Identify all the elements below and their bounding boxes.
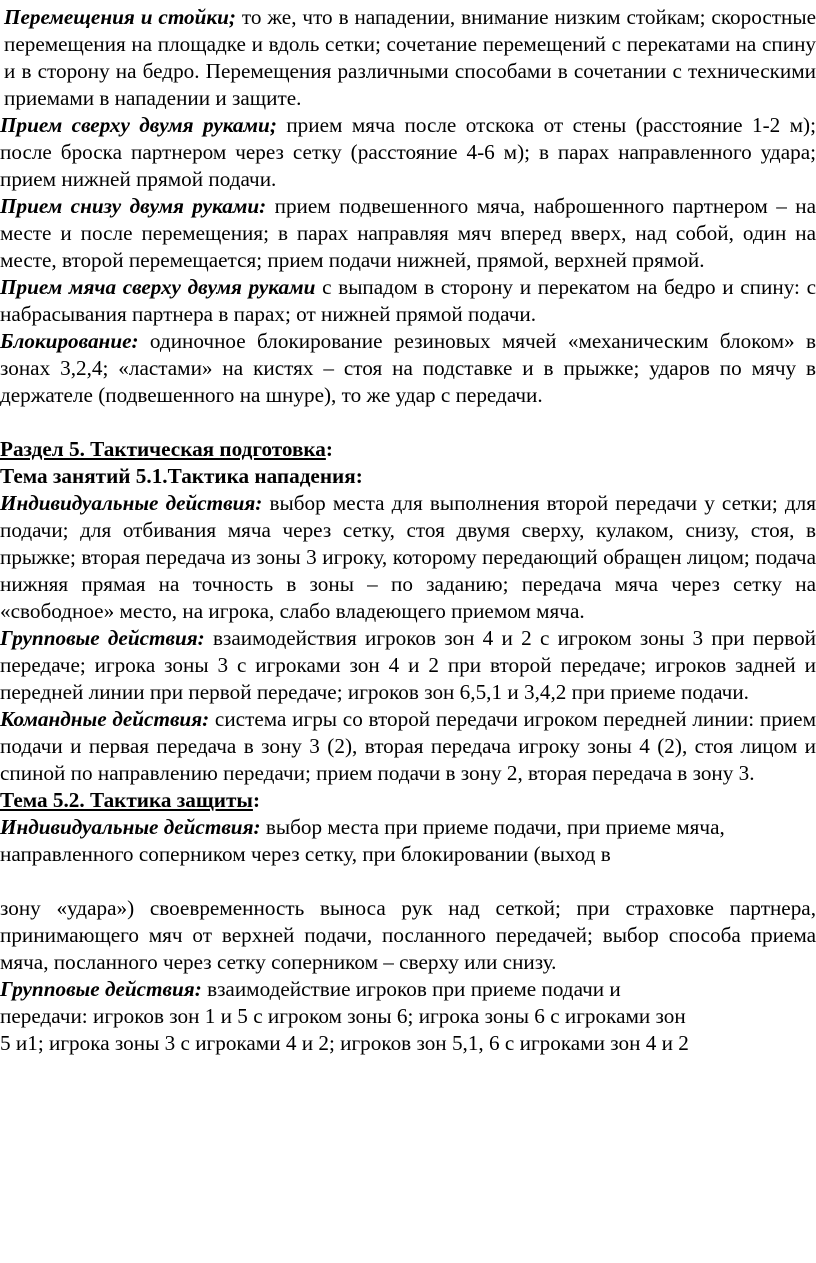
paragraph-lead: Групповые действия:	[0, 626, 205, 650]
paragraph-overhead-pass	[0, 112, 816, 193]
paragraph-defense-group-line2: передачи: игроков зон 1 и 5 с игроком зоны 6; игрока зоны 6 с игроками зон	[0, 1004, 686, 1028]
paragraph-defense-group-line3: 5 и1; игрока зоны 3 с игроками 4 и 2; игроков зон 5,1, 6 с игроками зон 4 и 2	[0, 1031, 689, 1055]
paragraph-lead: Прием мяча сверху двумя руками	[0, 275, 316, 299]
paragraph-text: выбор места для выполнения второй передачи у сетки; для подачи; для отбивания мяча через сетку, стоя двумя сверху, кулаком, снизу, стоя, в прыжке; вторая передача из зоны 3 игроку, которому передающий обращен лицом; подача нижняя прямая на точность в зоны – по заданию; передача мяча через сетку на «свободное» место, на игрока, слабо владеющего приемом мяча.	[0, 491, 816, 623]
paragraph-text: взаимодействие игроков при приеме подачи и	[201, 977, 621, 1001]
paragraph-lead: Командные действия:	[0, 707, 210, 731]
paragraph-attack-individual	[0, 490, 816, 625]
blank-line	[0, 409, 816, 436]
paragraph-blocking	[0, 328, 816, 409]
paragraph-defense-group-line1	[0, 976, 816, 1003]
topic-title-suffix: :	[252, 788, 260, 812]
section-heading	[0, 436, 816, 463]
page-break-gap	[0, 868, 816, 895]
paragraph-text: прием мяча после отскока от стены (расстояние 1-2 м); после броска партнером через сетку (расстояние 4-6 м); в парах направленного удара; прием нижней прямой подачи.	[0, 113, 816, 191]
paragraph-lead: Прием снизу двумя руками:	[0, 194, 267, 218]
paragraph-attack-group	[0, 625, 816, 706]
paragraph-text: выбор места при приеме подачи, при приеме мяча, направленного соперником через сетку, при блокировании (выход в	[0, 815, 725, 866]
section-title-suffix: :	[325, 437, 333, 461]
paragraph-text: с выпадом в сторону и перекатом на бедро и спину: с набрасывания партнера в парах; от нижней прямой подачи.	[0, 275, 816, 326]
paragraph-text: то же, что в нападении, внимание низким стойкам; скоростные перемещения на площадке и вдоль сетки; сочетание перемещений с перекатами на спину и в сторону на бедро. Перемещения различными способами в сочетании с техническими приемами в нападении и защите.	[4, 5, 816, 110]
paragraph-text: система игры со второй передачи игроком передней линии: прием подачи и первая передача в зону 3 (2), вторая передача игроку зоны 4 (2), стоя лицом и спиной по направлению передачи; прием подачи в зону 2, вторая передача в зону 3.	[0, 707, 816, 785]
paragraph-lead: Групповые действия:	[0, 977, 202, 1001]
topic-heading: Тема занятий 5.1.Тактика нападения:	[0, 464, 363, 488]
paragraph-movements	[0, 4, 816, 112]
paragraph-lead: Прием сверху двумя руками;	[0, 113, 277, 137]
section-title: Раздел 5. Тактическая подготовка	[0, 437, 326, 461]
paragraph-text: прием подвешенного мяча, наброшенного партнером – на месте и после перемещения; в парах направляя мяч вперед вверх, над собой, один на месте, второй перемещается; прием подачи нижней, прямой, верхней прямой.	[0, 194, 816, 272]
paragraph-lead: Перемещения и стойки;	[4, 5, 236, 29]
paragraph-lead: Блокирование:	[0, 329, 139, 353]
paragraph-overhead-roll	[0, 274, 816, 328]
document-page	[0, 4, 816, 1057]
paragraph-text: взаимодействия игроков зон 4 и 2 с игроком зоны 3 при первой передаче; игрока зоны 3 с игроками зон 4 и 2 при второй передаче; игроков задней и передней линии при первой передаче; игроков зон 6,5,1 и 3,4,2 при приеме подачи.	[0, 626, 816, 704]
topic-title: Тема 5.2. Тактика защиты	[0, 788, 253, 812]
paragraph-defense-individual-part2: зону «удара») своевременность выноса рук над сеткой; при страховке партнера, принимающего мяч от верхней подачи, посланного передачей; выбор способа приема мяча, посланного через сетку соперником – сверху или снизу.	[0, 896, 816, 974]
paragraph-text: одиночное блокирование резиновых мячей «механическим блоком» в зонах 3,2,4; «ластами» на кистях – стоя на подставке и в прыжке; ударов по мячу в держателе (подвешенного на шнуре), то же удар с передачи.	[0, 329, 816, 407]
paragraph-defense-individual-part1	[0, 814, 816, 868]
paragraph-attack-team	[0, 706, 816, 787]
paragraph-lead: Индивидуальные действия:	[0, 815, 261, 839]
topic-heading-defense	[0, 787, 816, 814]
paragraph-lead: Индивидуальные действия:	[0, 491, 263, 515]
paragraph-underhand-pass	[0, 193, 816, 274]
